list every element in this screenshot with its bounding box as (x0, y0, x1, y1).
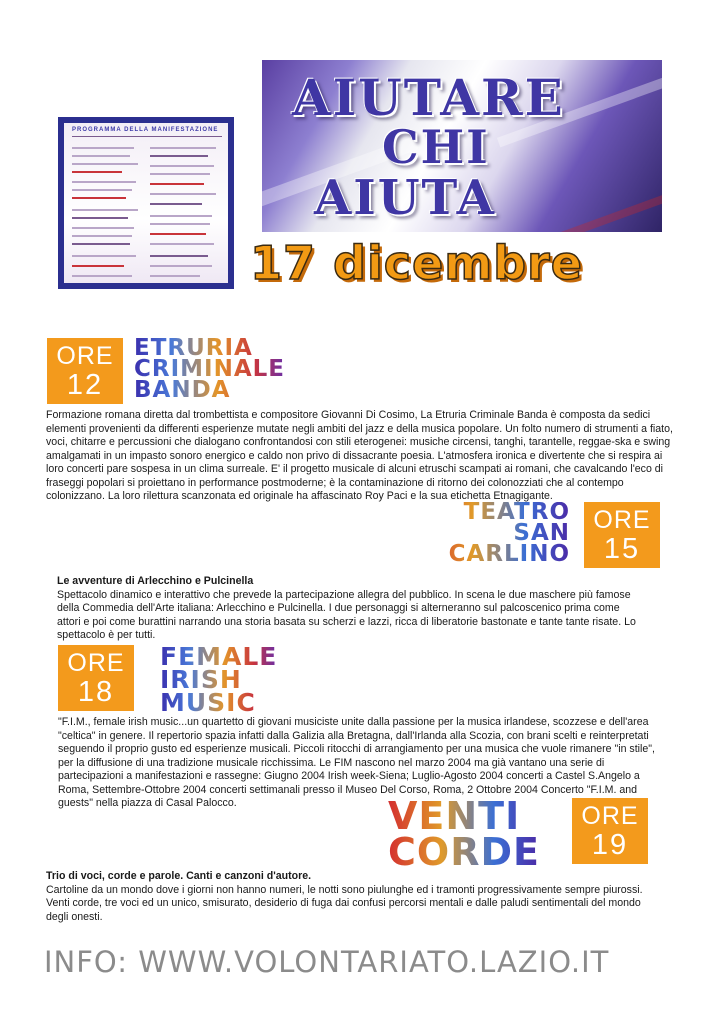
act-title-line: CRIMINALE (134, 356, 286, 383)
event-text: Spettacolo dinamico e interattivo che prevede la partecipazione allegra del pubblico. In scena le due maschere più famose della Commedia dell'Arte italiana: Arlecchino e Pulcinella. I due personaggi si alterneranno sul palcoscenico prima come attori e poi come burattini narrando una storia basata su scherzi e lazzi, ricca di liberatorie bastonate e tante tante risate. Lo spettacolo è per tutti. (57, 588, 636, 641)
programme-text-line (72, 227, 134, 229)
banner-stripe (527, 176, 662, 232)
programme-text-line (72, 147, 134, 149)
act-title-teatro-san-carlino (420, 499, 570, 568)
programme-text-line (72, 181, 136, 183)
programme-text-line (150, 265, 212, 267)
programme-sheet (64, 123, 228, 283)
programme-text-line (150, 243, 214, 245)
act-title-line: SAN (513, 520, 570, 547)
act-title-line: CARLINO (448, 541, 570, 568)
banner-line-1: AIUTARE (292, 68, 565, 127)
programme-text-line (150, 255, 208, 257)
programme-thumbnail (58, 117, 234, 289)
programme-text-line (72, 235, 132, 237)
time-badge-number: 19 (591, 829, 629, 861)
programme-text-line (150, 173, 210, 175)
programme-rule (72, 136, 222, 137)
time-badge-number: 12 (66, 369, 104, 401)
event-subtitle: Le avventure di Arlecchino e Pulcinella (57, 575, 254, 587)
programme-text-line (72, 197, 126, 199)
programme-text-line (150, 147, 216, 149)
act-title-line: FEMALE (160, 642, 278, 671)
programme-title: PROGRAMMA DELLA MANIFESTAZIONE (72, 127, 219, 133)
programme-text-line (72, 265, 124, 267)
programme-text-line (150, 233, 206, 235)
time-badge-word: ORE (56, 342, 114, 370)
act-title-venti-corde (388, 794, 540, 875)
time-badge-word: ORE (593, 506, 651, 534)
time-badge-number: 18 (77, 676, 115, 708)
event-subtitle: Trio di voci, corde e parole. Canti e canzoni d'autore. (46, 870, 312, 882)
event-description (46, 870, 646, 924)
event-description: "F.I.M., female irish music...un quartetto di giovani musiciste unite dalla passione per la musica irlandese, scozzese e dell'area "celtica" in genere. Il repertorio spazia infatti dalla Galizia alla Bretagna, dall'Irlanda alla Scozia, con brani scelti e reinterpretati seguendo il proprio gusto ed esperienze musicali. Piccoli ritocchi di arrangiamento per una musica che vuole rimanere "in stile", per la diffusione di una tradizione musicale ricchissima. Le FIM nascono nel marzo 2004 ma già vantano una serie di partecipazioni a manifestazioni e rassegne: Giugno 2004 Irish week-Siena; Luglio-Agosto 2004 concerti a Castel S.Angelo a Roma, Settembre-Ottobre 2004 concerti settimanali presso il Museo Del Corso, Roma, 2 Ottobre 2004 Concerto "F.I.M. and guests" nella piazza di Casal Palocco. (58, 716, 655, 809)
act-title-line: VENTI (388, 794, 521, 838)
time-badge-number: 15 (603, 533, 641, 565)
event-date: 17 dicembre (250, 236, 583, 290)
programme-text-line (72, 275, 132, 277)
programme-text-line (150, 275, 200, 277)
time-badge-15 (584, 502, 660, 568)
act-title-line: TEATRO (463, 499, 570, 525)
programme-text-line (150, 155, 208, 157)
event-text: Cartoline da un mondo dove i giorni non hanno numeri, le notti sono piulunghe ed i tramonti progressivamente sempre piurossi. Venti corde, tre voci ed un unico, smisurato, desiderio di fuga dai confusi percorsi mentali e dalle paludi sentimentali del mondo degli onesti. (46, 883, 643, 923)
programme-text-line (72, 209, 138, 211)
banner-line-3: AIUTA (314, 170, 496, 226)
programme-text-line (150, 223, 210, 225)
time-badge-19 (572, 798, 648, 864)
event-description: Formazione romana diretta dal trombettista e compositore Giovanni Di Cosimo, La Etruria Criminale Banda è composta da sedici elementi provenienti da differenti esperienze mutate negli ambiti del jazz e della musica popolare. Un folto numero di strumenti a fiato, voci, chitarre e percussioni che dialogano confrontandosi con stili eterogenei: musiche circensi, tanghi, tarantelle, reggae-ska e swing amalgamati in un impasto sonoro energico e caldo non privo di dissacrante poesia. L'atmosfera ironica e divertente che si respira ai loro concerti pare sospesa in un clima surreale. E' il progetto musicale di alcuni etruschi scampati ai romani, che cavalcando l'eco di fraseggi popolari si proiettano in performance postmoderne; è la contaminazione di ritorno dei colonozziati che al contempo colonizzano. La loro rilettura scanzonata ed originale ha affascinato Roy Paci e la sua etichetta Etnagigante. (46, 409, 673, 502)
programme-text-line (72, 155, 130, 157)
act-title-line: BANDA (134, 377, 231, 404)
programme-text-line (72, 243, 130, 245)
act-title-line: ETRURIA (134, 335, 253, 361)
programme-text-line (72, 255, 136, 257)
programme-text-line (150, 183, 204, 185)
time-badge-word: ORE (67, 649, 125, 677)
info-website: INFO: WWW.VOLONTARIATO.LAZIO.IT (44, 945, 610, 979)
act-title-line: IRISH (160, 665, 242, 694)
act-title-line: CORDE (388, 830, 540, 875)
act-title-etruria-criminale-banda (134, 335, 286, 404)
act-title-female-irish-music (160, 642, 278, 717)
programme-text-line (72, 189, 132, 191)
time-badge-18 (58, 645, 134, 711)
time-badge-word: ORE (581, 802, 639, 830)
programme-text-line (150, 215, 212, 217)
act-title-line: MUSIC (160, 688, 256, 717)
programme-text-line (72, 171, 122, 173)
programme-text-line (72, 163, 138, 165)
time-badge-12 (47, 338, 123, 404)
programme-text-line (150, 165, 214, 167)
event-description (57, 575, 637, 643)
programme-text-line (72, 217, 128, 219)
programme-text-line (150, 193, 216, 195)
programme-text-line (150, 203, 202, 205)
banner-line-2: CHI (382, 120, 490, 174)
banner-image (262, 60, 662, 232)
